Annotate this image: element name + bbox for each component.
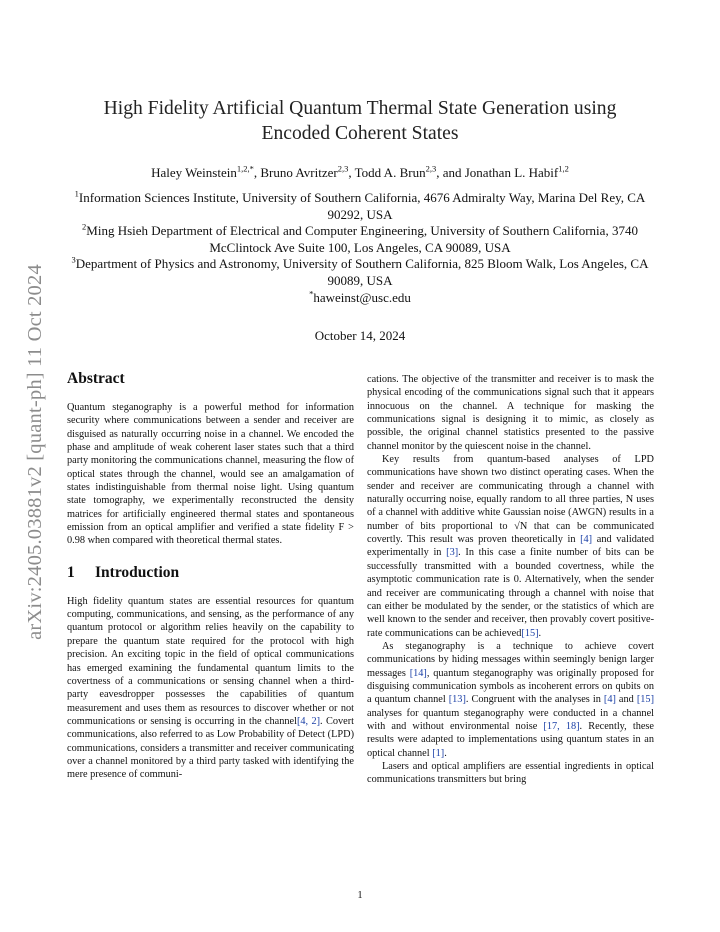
affiliation-text: Ming Hsieh Department of Electrical and Computer Engineering, University of Southern California, 3740 McClintock Ave Suite 100, Los Angeles, CA 90089, USA <box>86 223 638 255</box>
citation-link[interactable]: [17, 18] <box>543 720 580 732</box>
affiliation <box>62 190 658 223</box>
email-text[interactable]: haweinst@usc.edu <box>313 289 411 305</box>
email-marker: * <box>309 288 314 299</box>
author-name: Todd A. Brun <box>354 165 426 180</box>
author-affiliation-marker: 1,2,* <box>236 163 254 174</box>
abstract-heading: Abstract <box>67 370 125 387</box>
affiliation-list <box>62 190 658 306</box>
body-paragraph-lpd-results: Key results from quantum-based analyses of LPD communications have shown two distinct operating cases. When the sender and receiver are communicating through a channel with naturally occurring noise, equally random to all three parties, N uses of a channel with additive white Gaussian noise (AWGN) results in a number of bits proportional to √N that can be communicated covertly. This result was proven theoretically in [4] and validated experimentally in [3]. In this case a finite number of bits can be successfully transmitted with a bounded covertness, while the asymptotic communication rate is 0. Alternatively, when the sender and receiver are communicating through a channel with noise that can either be modulated by the sender, or the statistics of which are well known to the sender and receiver, then provably covert positive-rate communications can be achieved[15]. <box>367 454 654 639</box>
affiliation <box>62 223 658 256</box>
page-number: 1 <box>357 890 363 901</box>
author-affiliation-marker: 1,2 <box>558 163 569 174</box>
affiliation <box>62 256 658 289</box>
body-paragraph-lasers: Lasers and optical amplifiers are essential ingredients in optical communications transmitters but bring <box>367 760 654 786</box>
citation-link[interactable]: [14] <box>409 667 427 679</box>
affiliation-text: Department of Physics and Astronomy, University of Southern California, 825 Bloom Walk, Los Angeles, CA 90089, USA <box>75 256 649 288</box>
abstract-text: Quantum steganography is a powerful method for information security where communications between a sender and receiver are disguised as naturally occurring noise in a channel. We encoded the phase and amplitude of weak coherent laser states such that a third party monitoring the communications channel, measuring the flow of optical states through the channel, would see an amalgamation of states indistinguishable from thermal noise light. Using quantum state tomography, we experimentally reconstructed the density matrices for artificially engineered thermal states and spontaneous emission from an optical amplifier and verified a state fidelity F > 0.98 when compared with theoretical thermal states. <box>67 402 354 547</box>
affiliation-marker: 1 <box>74 188 79 199</box>
affiliation-text: Information Sciences Institute, University of Southern California, 4676 Admiralty Way, Marina Del Rey, CA 90292, USA <box>78 190 646 222</box>
title-line-2: Encoded Coherent States <box>261 123 459 144</box>
author-name: Jonathan L. Habif <box>464 165 559 180</box>
citation-link[interactable]: [15] <box>636 694 654 706</box>
left-column <box>67 370 354 782</box>
affiliation-marker: 2 <box>82 221 87 232</box>
body-paragraph-steganography: As steganography is a technique to achieve covert communications by hiding messages within seemingly benign larger messages [14], quantum steganography was originally proposed for disguising communication symbols as incoherent errors on qubits on a quantum channel [13]. Congruent with the analyses in [4] and [15] analyses for quantum steganography were conducted in a channel with and without environmental noise [17, 18]. Recently, these results were adapted to implementations using quantum states in an optical channel [1]. <box>367 640 655 759</box>
citation-link[interactable]: [4] <box>580 534 593 546</box>
author-affiliation-marker: 2,3 <box>425 163 437 174</box>
intro-paragraph-1: High fidelity quantum states are essential resources for quantum computing, communications, and sensing, as the performance of any quantum protocol or algorithm relies heavily on the capability to prepare the quantum state required for the protocol with high precision. An exciting topic in the field of optical communications has emerged examining the fundamental quantum limits to the covertness of a communications or sensing channel when a third-party eavesdropper possesses the capabilities of quantum measurement and uses them as resources to discover whether or not communications or sensing is occurring in the channel[4, 2]. Covert communications, also referred to as Low Probability of Detect (LPD) communications, considers a transmitter and receiver communicating over a channel monitored by a third party tasked with identifying the mere presence of communi- <box>67 595 354 781</box>
publication-date: October 14, 2024 <box>314 328 406 343</box>
author-affiliation-marker: 2,3 <box>337 163 349 174</box>
author-list: Haley Weinstein$^{1,2,*}$, Bruno Avritzer$^{2,3}$, Todd A. Brun$^{2,3}$, and Jonathan L. Habif$^{1,2}$ <box>151 163 569 180</box>
paper-title <box>70 96 650 146</box>
right-column <box>367 373 654 787</box>
arxiv-identifier-sidebar[interactable]: arXiv:2405.03881v2 [quant-ph] 11 Oct 2024 <box>24 264 46 640</box>
citation-link[interactable]: [4] <box>603 694 616 706</box>
body-paragraph-continued: cations. The objective of the transmitter and receiver is to mask the physical encoding of the communications signal such that it appears innocuous on the channel. A technique for masking the communications signal is designing it to mimic, as closely as possible, the original channel statistics presented to the passive channel monitor by the quiescent noise in the channel. <box>367 374 654 452</box>
citation-link[interactable]: [15] <box>521 627 539 639</box>
affiliation-marker: 3 <box>71 255 76 266</box>
introduction-heading <box>67 564 354 582</box>
citation-link[interactable]: [3] <box>446 547 459 559</box>
author-name: Haley Weinstein <box>151 165 237 180</box>
citation-link[interactable]: [13] <box>448 694 466 706</box>
section-number: 1 <box>67 563 75 581</box>
citation-link[interactable]: [1] <box>432 747 445 759</box>
title-line-1: High Fidelity Artificial Quantum Thermal State Generation using <box>103 98 617 119</box>
citation-link[interactable]: [4, 2] <box>296 715 321 727</box>
contact-email[interactable] <box>62 290 658 307</box>
section-title: Introduction <box>95 563 180 581</box>
author-name: Bruno Avritzer <box>260 165 338 180</box>
